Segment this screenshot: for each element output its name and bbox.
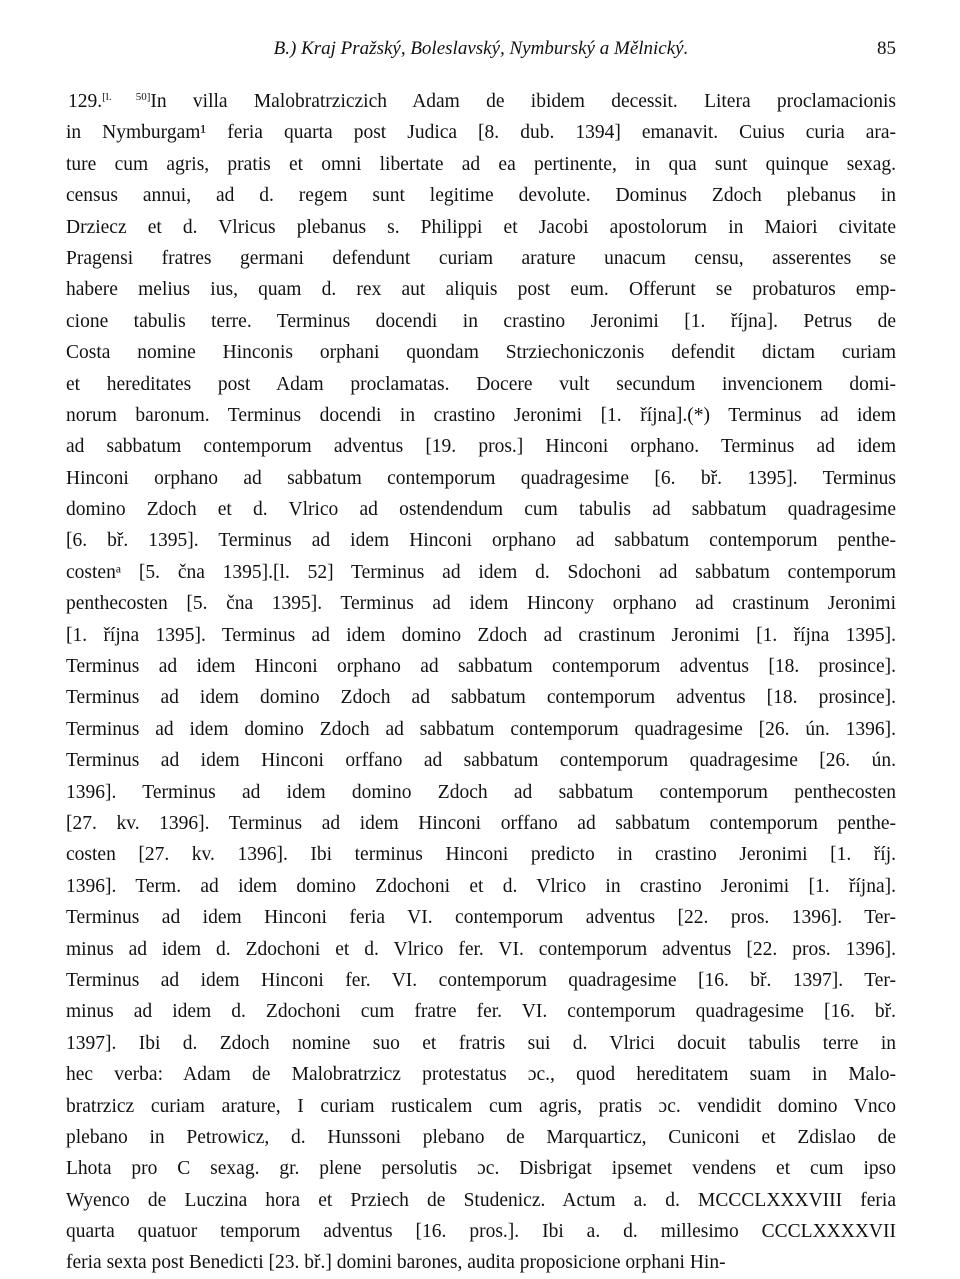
text-line: costenᵃ [5. čna 1395].[l. 52] Terminus ad idem d. Sdochoni ad sabbatum contemporum — [66, 561, 896, 583]
text-line: Costa nomine Hinconis orphani quondam Strziechoniczonis defendit dictam curiam — [66, 342, 896, 364]
text-line: costen [27. kv. 1396]. Ibi terminus Hinconi predicto in crastino Jeronimi [1. říj. — [66, 844, 896, 866]
text-line: ad sabbatum contemporum adventus [19. pros.] Hinconi orphano. Terminus ad idem — [66, 436, 896, 458]
text-line: quarta quatuor temporum adventus [16. pros.]. Ibi a. d. millesimo CCCLXXXXVII — [66, 1221, 896, 1243]
body-text — [66, 86, 896, 1279]
text-line: in Nymburgam¹ feria quarta post Judica [8. dub. 1394] emanavit. Cuius curia ara- — [66, 122, 896, 144]
text-line: 129.[l. 50]In villa Malobratrziczich Adam de ibidem decessit. Litera proclamacionis — [68, 91, 897, 112]
text-line: plebano in Petrowicz, d. Hunssoni plebano de Marquarticz, Cuniconi et Zdislao de — [66, 1126, 896, 1148]
text-line: cione tabulis terre. Terminus docendi in crastino Jeronimi [1. října]. Petrus de — [66, 310, 896, 332]
text-line: Terminus ad idem Hinconi orphano ad sabbatum contemporum adventus [18. prosince]. — [66, 656, 896, 678]
folio-reference: [l. 50] — [102, 91, 151, 103]
text-line: hec verba: Adam de Malobratrzicz protestatus ɔc., quod hereditatem suam in Malo- — [66, 1064, 896, 1086]
text-line: Lhota pro C sexag. gr. plene persolutis ɔc. Disbrigat ipsemet vendens et cum ipso — [66, 1158, 896, 1180]
page-number: 85 — [877, 38, 896, 59]
text-line: Terminus ad idem Hinconi orffano ad sabbatum contemporum quadragesime [26. ún. — [66, 750, 896, 772]
text-line: Hinconi orphano ad sabbatum contemporum quadragesime [6. bř. 1395]. Terminus — [66, 467, 896, 489]
text-line: [27. kv. 1396]. Terminus ad idem Hinconi orffano ad sabbatum contemporum penthe- — [66, 812, 896, 834]
text-line: feria sexta post Benedicti [23. bř.] domini barones, audita proposicione orphani Hin- — [66, 1252, 726, 1274]
text-line: [1. října 1395]. Terminus ad idem domino Zdoch ad crastinum Jeronimi [1. října 1395]. — [66, 624, 896, 646]
text-line: 1397]. Ibi d. Zdoch nomine suo et fratris sui d. Vlrici docuit tabulis terre in — [66, 1032, 896, 1054]
text-line: Wyenco de Luczina hora et Prziech de Studenicz. Actum a. d. MCCCLXXXVIII feria — [66, 1189, 896, 1211]
text-line: penthecosten [5. čna 1395]. Terminus ad idem Hincony orphano ad crastinum Jeronimi — [66, 593, 896, 615]
text-line: 1396]. Terminus ad idem domino Zdoch ad sabbatum contemporum penthecosten — [66, 781, 896, 803]
text-line: minus ad idem d. Zdochoni cum fratre fer. VI. contemporum quadragesime [16. bř. — [66, 1001, 896, 1023]
text-line: Drziecz et d. Vlricus plebanus s. Philippi et Jacobi apostolorum in Maiori civitate — [66, 216, 896, 238]
text-line: domino Zdoch et d. Vlrico ad ostendendum cum tabulis ad sabbatum quadragesime — [66, 499, 896, 521]
text-line: 1396]. Term. ad idem domino Zdochoni et d. Vlrico in crastino Jeronimi [1. října]. — [66, 875, 896, 897]
text-line: norum baronum. Terminus docendi in crastino Jeronimi [1. října].(*) Terminus ad idem — [66, 404, 896, 426]
text-line: Terminus ad idem Hinconi feria VI. contemporum adventus [22. pros. 1396]. Ter- — [66, 907, 896, 929]
entry-number: 129. — [68, 91, 103, 112]
text-line: Terminus ad idem Hinconi fer. VI. contemporum quadragesime [16. bř. 1397]. Ter- — [66, 969, 896, 991]
running-header — [66, 38, 896, 68]
running-title: B.) Kraj Pražský, Boleslavský, Nymburský a Mělnický. — [273, 38, 689, 59]
text-line: bratrzicz curiam arature, I curiam rusticalem cum agris, pratis ɔc. vendidit domino Vnco — [66, 1095, 896, 1117]
text-line: minus ad idem d. Zdochoni et d. Vlrico fer. VI. contemporum adventus [22. pros. 1396]. — [66, 938, 896, 960]
text-line: Terminus ad idem domino Zdoch ad sabbatum contemporum quadragesime [26. ún. 1396]. — [66, 718, 896, 740]
text-line: census annui, ad d. regem sunt legitime devolute. Dominus Zdoch plebanus in — [66, 185, 896, 207]
text-line: habere melius ius, quam d. rex aut aliquis post eum. Offerunt se probaturos emp- — [66, 279, 896, 301]
text-line: [6. bř. 1395]. Terminus ad idem Hinconi orphano ad sabbatum contemporum penthe- — [66, 530, 896, 552]
text-line: et hereditates post Adam proclamatas. Docere vult secundum invencionem domi- — [66, 373, 896, 395]
text-line: ture cum agris, pratis et omni libertate ad ea pertinente, in qua sunt quinque sexag. — [66, 153, 896, 175]
text-line: Pragensi fratres germani defendunt curiam arature unacum censu, asserentes se — [66, 247, 896, 269]
text-line: Terminus ad idem domino Zdoch ad sabbatum contemporum adventus [18. prosince]. — [66, 687, 896, 709]
